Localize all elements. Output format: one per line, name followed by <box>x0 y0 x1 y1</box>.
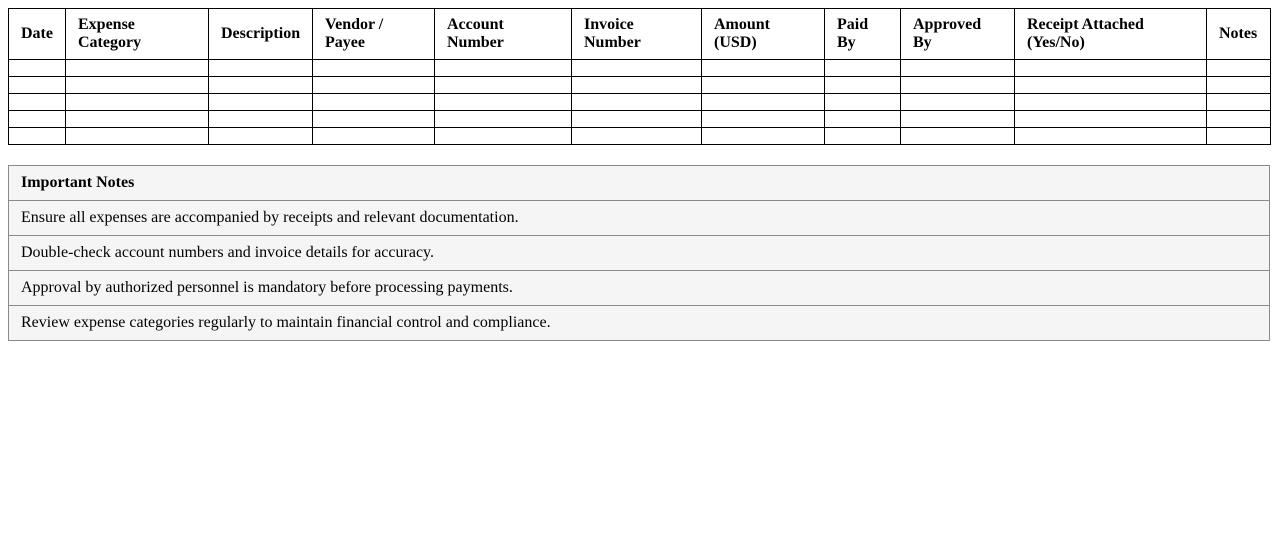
table-cell[interactable] <box>825 111 901 128</box>
table-cell[interactable] <box>66 128 209 145</box>
table-cell[interactable] <box>9 77 66 94</box>
table-cell[interactable] <box>435 60 572 77</box>
table-cell[interactable] <box>435 111 572 128</box>
column-header-amount: Amount (USD) <box>702 9 825 60</box>
table-cell[interactable] <box>702 60 825 77</box>
notes-heading: Important Notes <box>9 166 1269 201</box>
table-cell[interactable] <box>702 128 825 145</box>
table-cell[interactable] <box>66 111 209 128</box>
table-cell[interactable] <box>209 111 313 128</box>
table-cell[interactable] <box>9 60 66 77</box>
table-cell[interactable] <box>9 111 66 128</box>
table-cell[interactable] <box>825 128 901 145</box>
table-row <box>9 128 1271 145</box>
column-header-invoice-number: Invoice Number <box>572 9 702 60</box>
table-cell[interactable] <box>209 77 313 94</box>
table-cell[interactable] <box>572 128 702 145</box>
table-cell[interactable] <box>1015 77 1207 94</box>
table-cell[interactable] <box>1207 128 1271 145</box>
table-cell[interactable] <box>313 94 435 111</box>
table-cell[interactable] <box>572 60 702 77</box>
note-item-receipts: Ensure all expenses are accompanied by receipts and relevant documentation. <box>9 201 1269 236</box>
table-cell[interactable] <box>702 94 825 111</box>
table-row <box>9 94 1271 111</box>
table-body <box>9 60 1271 145</box>
table-cell[interactable] <box>313 111 435 128</box>
table-cell[interactable] <box>66 60 209 77</box>
table-cell[interactable] <box>435 128 572 145</box>
table-header-row <box>9 9 1271 60</box>
table-cell[interactable] <box>1207 94 1271 111</box>
table-cell[interactable] <box>1015 111 1207 128</box>
table-cell[interactable] <box>572 94 702 111</box>
table-cell[interactable] <box>66 94 209 111</box>
column-header-vendor-payee: Vendor / Payee <box>313 9 435 60</box>
table-cell[interactable] <box>1015 60 1207 77</box>
table-row <box>9 60 1271 77</box>
table-cell[interactable] <box>825 94 901 111</box>
table-cell[interactable] <box>572 77 702 94</box>
table-row <box>9 111 1271 128</box>
table-cell[interactable] <box>209 94 313 111</box>
table-cell[interactable] <box>901 111 1015 128</box>
table-cell[interactable] <box>9 94 66 111</box>
table-cell[interactable] <box>313 60 435 77</box>
column-header-date: Date <box>9 9 66 60</box>
table-cell[interactable] <box>1207 111 1271 128</box>
table-cell[interactable] <box>209 60 313 77</box>
table-cell[interactable] <box>572 111 702 128</box>
important-notes-panel <box>8 165 1270 341</box>
column-header-description: Description <box>209 9 313 60</box>
table-cell[interactable] <box>209 128 313 145</box>
table-cell[interactable] <box>9 128 66 145</box>
table-cell[interactable] <box>1207 60 1271 77</box>
table-row <box>9 77 1271 94</box>
table-cell[interactable] <box>66 77 209 94</box>
table-cell[interactable] <box>435 77 572 94</box>
column-header-receipt-attached: Receipt Attached (Yes/No) <box>1015 9 1207 60</box>
column-header-approved-by: Approved By <box>901 9 1015 60</box>
table-cell[interactable] <box>825 77 901 94</box>
note-item-approval: Approval by authorized personnel is mandatory before processing payments. <box>9 271 1269 306</box>
column-header-expense-category: Expense Category <box>66 9 209 60</box>
table-cell[interactable] <box>1015 94 1207 111</box>
note-item-accuracy: Double-check account numbers and invoice details for accuracy. <box>9 236 1269 271</box>
table-cell[interactable] <box>313 77 435 94</box>
table-cell[interactable] <box>702 111 825 128</box>
column-header-account-number: Account Number <box>435 9 572 60</box>
expense-log-table <box>8 8 1271 145</box>
table-cell[interactable] <box>825 60 901 77</box>
column-header-paid-by: Paid By <box>825 9 901 60</box>
table-cell[interactable] <box>313 128 435 145</box>
table-cell[interactable] <box>702 77 825 94</box>
table-cell[interactable] <box>1207 77 1271 94</box>
table-cell[interactable] <box>901 94 1015 111</box>
table-cell[interactable] <box>901 77 1015 94</box>
table-cell[interactable] <box>901 60 1015 77</box>
column-header-notes: Notes <box>1207 9 1271 60</box>
table-cell[interactable] <box>1015 128 1207 145</box>
table-cell[interactable] <box>901 128 1015 145</box>
table-cell[interactable] <box>435 94 572 111</box>
note-item-review: Review expense categories regularly to maintain financial control and compliance. <box>21 314 551 331</box>
